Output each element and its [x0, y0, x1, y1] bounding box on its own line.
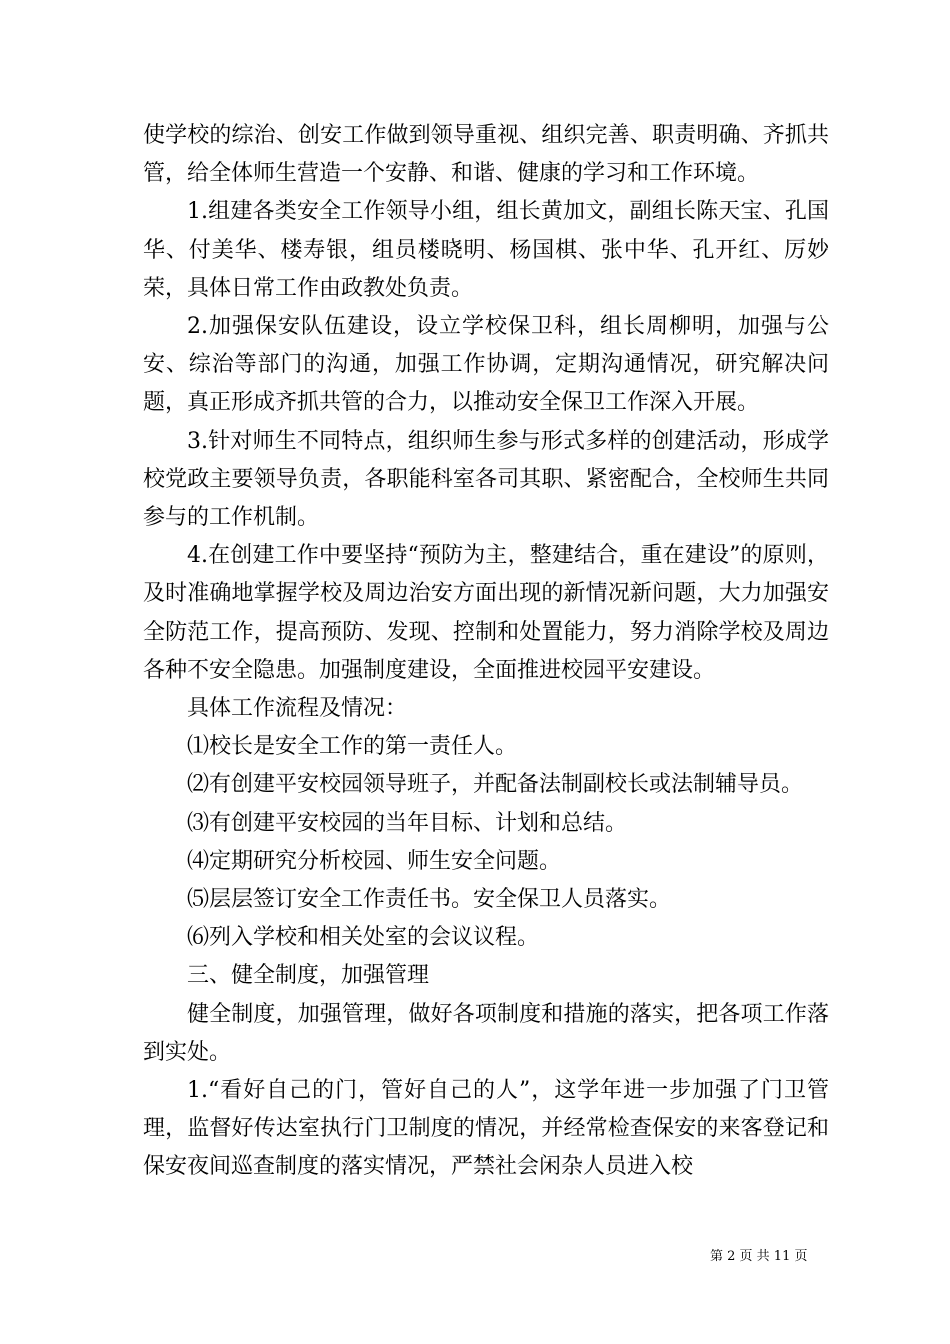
page-number-footer: 第 2 页 共 11 页 [710, 1249, 808, 1264]
paragraph-item-3: 3.针对师生不同特点，组织师生参与形式多样的创建活动，形成学校党政主要领导负责，各职能科室各司其职、紧密配合，全校师生共同参与的工作机制。 [143, 428, 829, 531]
list-item-workflow-2: ⑵有创建平安校园领导班子，并配备法制副校长或法制辅导员。 [187, 772, 804, 798]
paragraph-workflow-heading: 具体工作流程及情况： [187, 696, 408, 722]
list-item-workflow-3: ⑶有创建平安校园的当年目标、计划和总结。 [187, 810, 628, 836]
list-item-workflow-4: ⑷定期研究分析校园、师生安全问题。 [187, 848, 562, 874]
list-item-workflow-6: ⑹列入学校和相关处室的会议议程。 [187, 925, 540, 951]
paragraph-section-3-item-1: 1.“看好自己的门，管好自己的人”，这学年进一步加强了门卫管理，监督好传达室执行门卫制度的情况，并经常检查保安的来客登记和保安夜间巡查制度的落实情况，严禁社会闲杂人员进入校 [143, 1078, 829, 1180]
list-item-workflow-1: ⑴校长是安全工作的第一责任人。 [187, 734, 518, 760]
paragraph-item-2: 2.加强保安队伍建设，设立学校保卫科，组长周柳明，加强与公安、综治等部门的沟通，加强工作协调，定期沟通情况，研究解决问题，真正形成齐抓共管的合力，以推动安全保卫工作深入开展。 [143, 314, 829, 416]
document-body [143, 117, 829, 1187]
paragraph-section-3-intro: 健全制度，加强管理，做好各项制度和措施的落实，把各项工作落到实处。 [143, 1001, 829, 1065]
paragraph-intro: 使学校的综治、创安工作做到领导重视、组织完善、职责明确、齐抓共管，给全体师生营造一个安静、和谐、健康的学习和工作环境。 [143, 123, 829, 187]
section-heading-3: 三、健全制度，加强管理 [187, 963, 430, 989]
paragraph-item-4: 4.在创建工作中要坚持“预防为主，整建结合，重在建设”的原则，及时准确地掌握学校及周边治安方面出现的新情况新问题，大力加强安全防范工作，提高预防、发现、控制和处置能力，努力消除学校及周边各种不安全隐患。加强制度建设，全面推进校园平安建设。 [143, 543, 829, 683]
paragraph-item-1: 1.组建各类安全工作领导小组，组长黄加文，副组长陈天宝、孔国华、付美华、楼寿银，组员楼晓明、杨国棋、张中华、孔开红、厉妙荣，具体日常工作由政教处负责。 [143, 199, 829, 301]
list-item-workflow-5: ⑸层层签订安全工作责任书。安全保卫人员落实。 [187, 887, 672, 913]
